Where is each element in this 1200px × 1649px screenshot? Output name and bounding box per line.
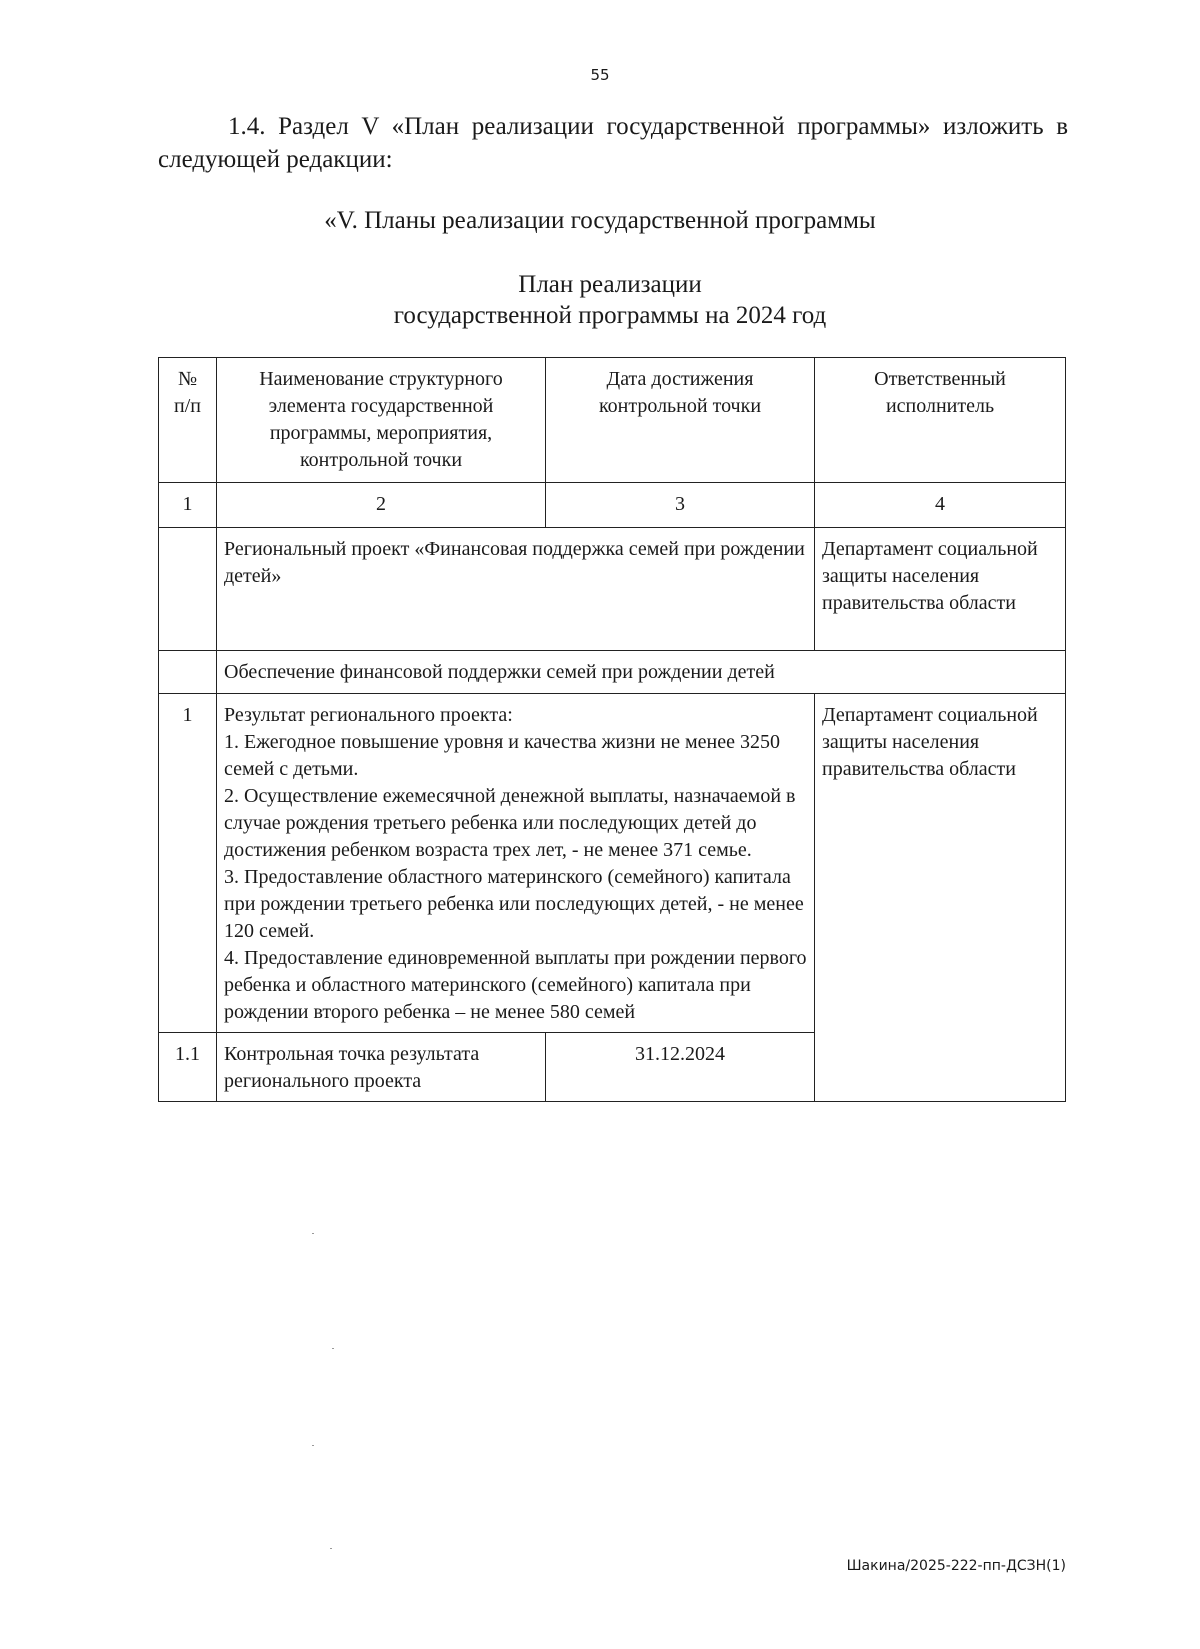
result-responsible: Департамент социальной защиты населения правительства области [815, 694, 1066, 1102]
project-num [159, 528, 217, 651]
project-name: Региональный проект «Финансовая поддержка семей при рождении детей» [217, 528, 815, 651]
scan-speck [330, 1548, 332, 1549]
section-title: «V. Планы реализации государственной программы [324, 207, 876, 234]
result-row [159, 694, 1066, 1033]
implementation-plan-table [158, 357, 1066, 1102]
plan-title [0, 269, 1200, 331]
header-row [159, 358, 1066, 483]
header-name: Наименование структурного элемента государственной программы, мероприятия, контрольной точки [217, 358, 546, 483]
column-number-2: 2 [217, 483, 546, 528]
task-name: Обеспечение финансовой поддержки семей при рождении детей [217, 651, 1066, 694]
page-number: 55 [590, 66, 610, 84]
column-number-row [159, 483, 1066, 528]
task-num [159, 651, 217, 694]
checkpoint-date: 31.12.2024 [546, 1033, 815, 1102]
result-name: Результат регионального проекта: 1. Ежегодное повышение уровня и качества жизни не менее 3250 семей с детьми. 2. Осуществление ежемесячной денежной выплаты, назначаемой в случае рождения третьего ребенка или последующих детей до достижения ребенком возраста трех лет, - не менее 371 семье. 3. Предоставление областного материнского (семейного) капитала при рождении третьего ребенка или последующих детей, - не менее 120 семей. 4. Предоставление единовременной выплаты при рождении первого ребенка и областного материнского (семейного) капитала при рождении второго ребенка – не менее 580 семей [217, 694, 815, 1033]
plan-title-line1: План реализации [518, 271, 702, 298]
header-date: Дата достижения контрольной точки [546, 358, 815, 483]
checkpoint-name: Контрольная точка результата регионального проекта [217, 1033, 546, 1102]
header-num: № п/п [159, 358, 217, 483]
amendment-paragraph: 1.4. Раздел V «План реализации государственной программы» изложить в следующей редакции: [158, 113, 1068, 173]
plan-title-line2: государственной программы на 2024 год [393, 302, 827, 329]
project-responsible: Департамент социальной защиты населения правительства области [815, 528, 1066, 651]
column-number-1: 1 [159, 483, 217, 528]
result-num: 1 [159, 694, 217, 1033]
scan-speck [312, 1445, 314, 1446]
scan-speck [312, 1233, 314, 1234]
checkpoint-num: 1.1 [159, 1033, 217, 1102]
header-responsible: Ответственный исполнитель [815, 358, 1066, 483]
scan-speck [332, 1348, 334, 1349]
task-row [159, 651, 1066, 694]
project-row [159, 528, 1066, 651]
document-code: Шакина/2025-222-пп-ДСЗН(1) [846, 1558, 1066, 1574]
column-number-3: 3 [546, 483, 815, 528]
column-number-4: 4 [815, 483, 1066, 528]
